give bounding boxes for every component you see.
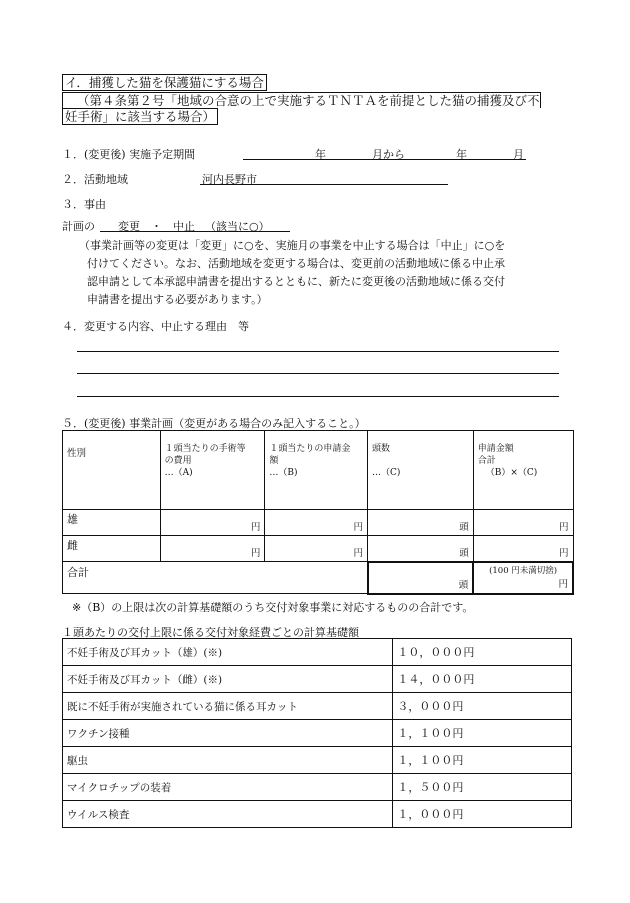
basis-title: １頭あたりの交付上限に係る交付対象経費ごとの計算基礎額 <box>62 626 359 639</box>
male-amount-cell[interactable]: 円 <box>265 510 368 536</box>
plan-note-line1: （事業計画等の変更は「変更」に○を、実施月の事業を中止する場合は「中止」に○を <box>79 239 506 252</box>
table-row <box>63 666 572 693</box>
basis-amount: １，１００円 <box>393 747 572 774</box>
change-reason-line[interactable] <box>77 351 559 352</box>
header-count-c: 頭数 …（C) <box>368 431 474 510</box>
plan-suffix: （該当に○） <box>205 220 270 233</box>
row-sex-female: 雌 <box>63 536 161 562</box>
section-subtitle-line1: （第４条第２号「地域の合意の上で実施するＴＮＴＡを前提とした猫の捕獲及び不 <box>62 92 541 108</box>
plan-table <box>62 430 574 595</box>
table-row <box>63 801 572 828</box>
period-month: 月 <box>513 148 524 161</box>
section-subtitle-line2: 妊手術」に該当する場合） <box>62 108 218 125</box>
plan-prefix: 計画の <box>62 220 95 233</box>
table-row <box>63 774 572 801</box>
table-row <box>63 562 574 594</box>
male-total-cell[interactable]: 円 <box>473 510 573 536</box>
table-row <box>63 536 574 562</box>
basis-table <box>62 638 572 828</box>
table-row <box>63 720 572 747</box>
header-amount-b: １頭当たりの申請金 額 …（B) <box>265 431 368 510</box>
basis-item: 駆虫 <box>63 747 393 774</box>
basis-item: 不妊手術及び耳カット（雄）(※) <box>63 639 393 666</box>
plan-note-line2: 付けてください。なお、活動地域を変更する場合は、変更前の活動地域に係る中止承 <box>87 257 505 270</box>
period-year1: 年 <box>315 148 326 161</box>
table-row <box>63 639 572 666</box>
plan-table-label: ５．(変更後) 事業計画（変更がある場合のみ記入すること。） <box>62 417 366 430</box>
period-month-from: 月から <box>372 148 405 161</box>
reason-label: ３．事由 <box>62 198 106 211</box>
change-reason-line[interactable] <box>77 396 559 397</box>
table-row <box>63 693 572 720</box>
basis-amount: １，５００円 <box>393 774 572 801</box>
period-year2: 年 <box>456 148 467 161</box>
header-total-d: 申請金額 合計 （B）×（C) <box>473 431 573 510</box>
row-sex-male: 雄 <box>63 510 161 536</box>
female-amount-cell[interactable]: 円 <box>265 536 368 562</box>
basis-item: 既に不妊手術が実施されている猫に係る耳カット <box>63 693 393 720</box>
basis-item: ウイルス検査 <box>63 801 393 828</box>
female-cost-cell[interactable]: 円 <box>160 536 265 562</box>
total-label: 合計 <box>63 562 368 594</box>
female-total-cell[interactable]: 円 <box>473 536 573 562</box>
plan-note-line4: 申請書を提出する必要があります。） <box>87 293 268 306</box>
change-reason-label: ４．変更する内容、中止する理由 等 <box>62 320 249 333</box>
header-sex: 性別 <box>63 431 161 510</box>
total-count-cell[interactable]: 頭 <box>368 562 474 594</box>
total-amount-cell[interactable]: (100 円未満切捨) 円 <box>473 562 573 594</box>
male-count-cell[interactable]: 頭 <box>368 510 474 536</box>
basis-item: ワクチン接種 <box>63 720 393 747</box>
female-count-cell[interactable]: 頭 <box>368 536 474 562</box>
male-cost-cell[interactable]: 円 <box>160 510 265 536</box>
plan-options[interactable]: 変更 ・ 中止 <box>118 220 195 233</box>
section-title: イ．捕獲した猫を保護猫にする場合 <box>62 74 267 91</box>
change-reason-line[interactable] <box>77 373 559 374</box>
table-row <box>63 747 572 774</box>
table-row <box>63 510 574 536</box>
period-label: １．(変更後) 実施予定期間 <box>62 148 196 161</box>
basis-item: マイクロチップの装着 <box>63 774 393 801</box>
table-footnote: ※（B）の上限は次の計算基礎額のうち交付対象事業に対応するものの合計です。 <box>72 601 474 614</box>
basis-amount: １，１００円 <box>393 720 572 747</box>
basis-amount: １４，０００円 <box>393 666 572 693</box>
area-value: 河内長野市 <box>202 173 257 186</box>
basis-amount: ３，０００円 <box>393 693 572 720</box>
basis-amount: １，０００円 <box>393 801 572 828</box>
area-label: ２．活動地域 <box>62 173 128 186</box>
basis-amount: １０，０００円 <box>393 639 572 666</box>
header-cost-a: １頭当たりの手術等 の費用 …（A) <box>160 431 265 510</box>
plan-note-line3: 認申請として本承認申請書を提出するとともに、新たに変更後の活動地域に係る交付 <box>87 275 505 288</box>
basis-item: 不妊手術及び耳カット（雌）(※) <box>63 666 393 693</box>
